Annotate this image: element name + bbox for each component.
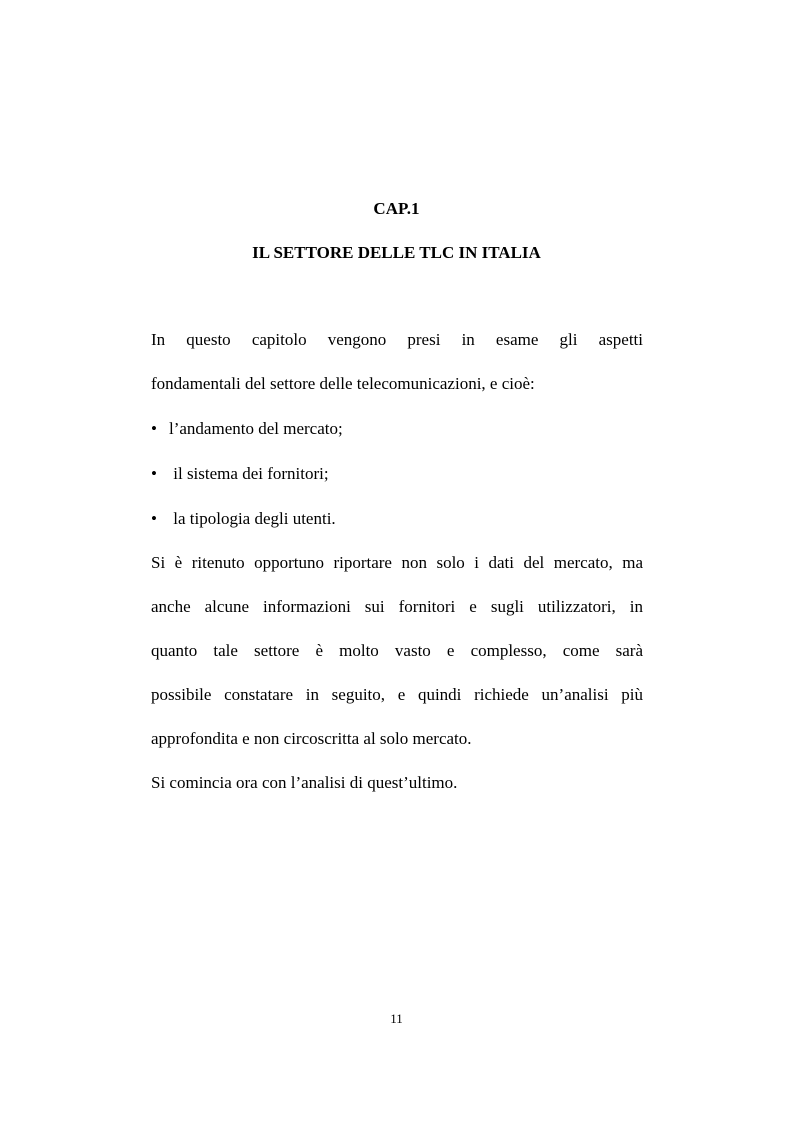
paragraph-line-3: quanto tale settore è molto vasto e complesso, come sarà [151, 641, 643, 660]
intro-line-2: fondamentali del settore delle telecomunicazioni, e cioè: [151, 374, 535, 393]
intro-line-1: In questo capitolo vengono presi in esame gli aspetti [151, 330, 643, 349]
bullet-symbol: • [151, 509, 157, 528]
closing-line: Si comincia ora con l’analisi di quest’ultimo. [151, 773, 458, 792]
bullet-symbol: • [151, 419, 157, 438]
bullet-symbol: • [151, 464, 157, 483]
bullet-text: il sistema dei fornitori; [169, 464, 329, 483]
chapter-title: IL SETTORE DELLE TLC IN ITALIA [252, 243, 541, 262]
paragraph-line-1: Si è ritenuto opportuno riportare non solo i dati del mercato, ma [151, 553, 643, 572]
paragraph-line-5: approfondita e non circoscritta al solo mercato. [151, 729, 472, 748]
bullet-item [151, 508, 336, 530]
bullet-text: la tipologia degli utenti. [169, 509, 336, 528]
bullet-item [151, 418, 343, 440]
bullet-text: l’andamento del mercato; [169, 419, 343, 438]
paragraph-line-4: possibile constatare in seguito, e quindi richiede un’analisi più [151, 685, 643, 704]
page-number: 11 [390, 1011, 403, 1026]
chapter-label: CAP.1 [373, 199, 420, 218]
bullet-item [151, 463, 329, 485]
paragraph-line-2: anche alcune informazioni sui fornitori e sugli utilizzatori, in [151, 597, 643, 616]
